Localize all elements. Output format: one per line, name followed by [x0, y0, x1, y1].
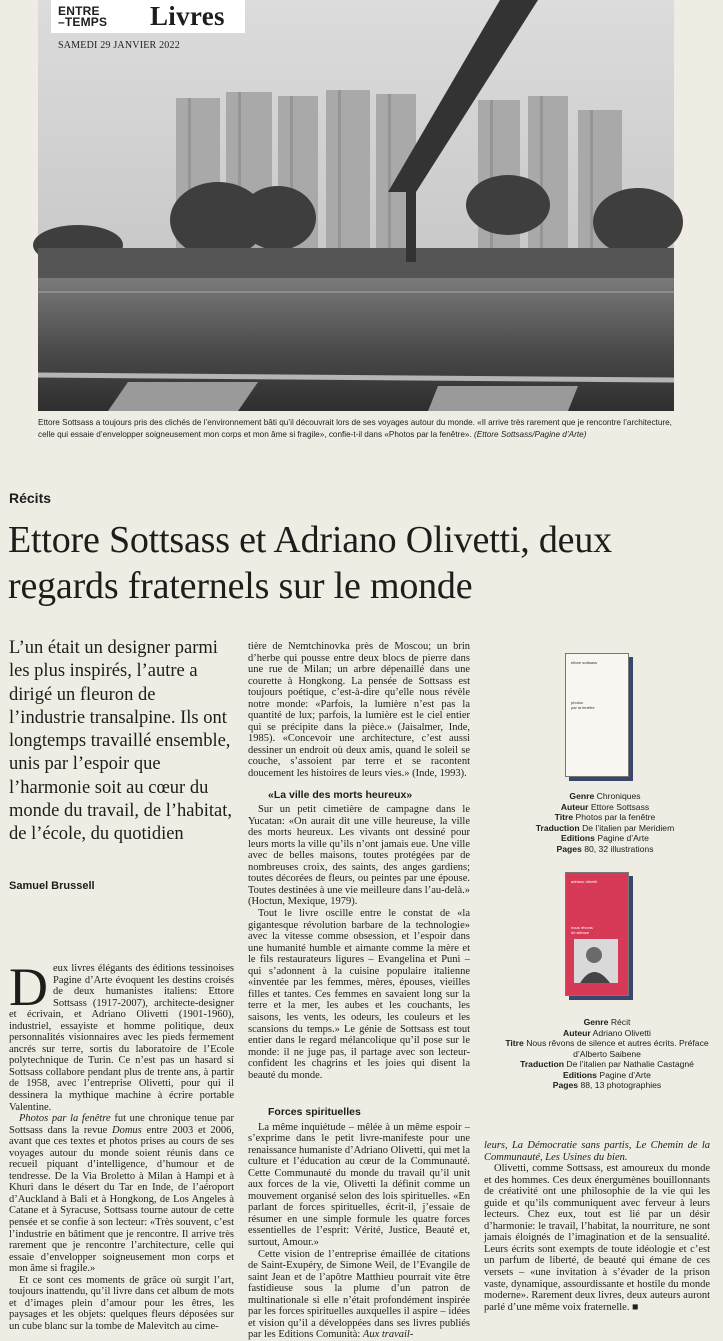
cover-title-line-2: par la fenêtre — [571, 705, 595, 710]
paragraph: Olivetti, comme Sottsass, est amoureux du monde et des hommes. Ces deux énergumènes bouillonnants de créativité ont une philosophie de la vie qui les guide et qu’ils communiquent avec ferveur à leurs lecteurs. Chez eux, tout est lié par un désir d’harmonie: le travail, l’habitat, la nourriture, ne sont jamais éloignés de l’imagination et de la sensualité. Leurs écrits sont exempts de toute idéologie et c’est un parfum de liberté, de beauté qui émane de ces versets – «une invitation à s’évader de la prison vaste, dynamique, assourdissante et hostile du monde moderne». Rarement deux livres, deux auteurs auront parlé d’une même voix fraternelle. ■ — [484, 1163, 710, 1313]
paragraph: Deux livres élégants des éditions tessinoises Pagine d’Arte évoquent les destins croisés de deux humanistes italiens: Ettore Sottsass (1917-2007), architecte-designer et écrivain, et Adriano Olivetti (1901-1960), industriel, essayiste et homme politique, deux personnalités visionnaires avec les pieds fermement ancrés sur terre, sortis du laboratoire de l’Ecole polytechnique de Turin. Ce n’est pas un hasard si Sottsass collabore pendant plus de trente ans, à partir de 1958, avec l’entreprise Olivetti, pour qui il dessinera la mythique machine à écrire portable Valentine. — [9, 957, 234, 1113]
section-line-2: –TEMPS — [58, 15, 108, 29]
photo-caption — [38, 417, 678, 441]
drop-cap: D — [9, 957, 48, 1017]
column-1 — [9, 957, 234, 1333]
spec-title: Titre Photos par la fenêtre — [554, 812, 656, 822]
book-cover-2 — [565, 872, 629, 996]
paragraph: Tout le livre oscille entre le constat de «la gigantesque révolution barbare de la technologie» avec la vitesse comme obsession, et l’espoir dans une humanité humble et aimante comme la mère et le fils restaurateurs ligures – Evangelina et Puni – qui s’adonnent à la cuisine populaire italienne «inventée par les femmes, mères, épouses, vieilles filles et tantes. Ces femmes en savaient long sur la terre et la mer, les aubes et les couchants, les saisons, les vents, les odeurs, les couleurs et les scansions du temps.» Le génie de Sottsass est tout entier dans le regard mélancolique qu’il pose sur le monde: il ne juge pas, il partage avec son lecteur-confident les chagrins et les joies qui disent la beauté du monde. — [248, 908, 470, 1081]
column-2 — [248, 641, 470, 1081]
paragraph: Photos par la fenêtre fut une chronique tenue par Sottsass dans la revue Domus entre 2003 et 2006, avant que ces textes et photos prises au cours de ses voyages autour du monde soient réunis dans ce recueil piquant d’intelligence, d’humour et de tendresse. De la Via Broletto à Milan à Hampi et à Khuri dans le désert du Tar en Inde, de l’aéroport d’Auckland à Bali et à Hongkong, de Los Angeles à Catane et à Syracuse, Sottsass tourne autour de cette pensée et se confie à son lecteur: «Très souvent, c’est l’industrie en bâtiment que je rencontre. Il arrive très rarement que je rencontre l’architecture, celle qui essaie d’envelopper soigneusement mon corps et mon âme si fragile.» — [9, 1113, 234, 1275]
book-cover-1 — [565, 653, 629, 777]
spec-genre: Genre Récit — [583, 1017, 631, 1027]
headline: Ettore Sottsass et Adriano Olivetti, deux regards fraternels sur le monde — [8, 519, 612, 607]
standfirst: L’un était un designer parmi les plus inspirés, l’autre a dirigé un fleuron de l’industrie transalpine. Ils ont longtemps travaillé ensemble, unis par l’espoir que l’harmonie soit au cœur du monde du travail, de l’habitat, de l’école, du quotidien — [9, 638, 232, 845]
section-label — [58, 6, 107, 28]
spec-publisher: Editions Pagine d’Arte — [561, 833, 649, 843]
paragraph: Sur un petit cimetière de campagne dans le Yucatan: «On aurait dit une ville heureuse, la ville des morts heureux. Les vivants ont dessiné pour leurs morts la ville qu’ils n’ont jamais eue. Une ville avec de belles maisons, toutes protégées par de nombreuses croix, des saints, des anges gardiens; toutes décorées de fleurs, ou peintes par une épouse. Toutes destinées à une vie meilleure dans l’au-delà.» (Hoctun, Mexique, 1979). — [248, 804, 470, 908]
cover-author: adriano olivetti — [571, 879, 597, 884]
paragraph: leurs, La Démocratie sans partis, Le Chemin de la Communauté, Les Usines du bien. — [484, 1140, 710, 1163]
intertitle: «La ville des morts heureux» — [268, 788, 413, 801]
book-specs-2 — [497, 1017, 717, 1091]
paragraph: Cette vision de l’entreprise émaillée de citations de Saint-Exupéry, de Simone Weil, de l’Evangile de saint Jean et de l’apôtre Matthieu pourrait vite être fastidieuse sous la plume d’un patron de multinationale si elle n’était profondément inspirée par les forces spirituelles auxquelles il aspire – idées et vision qu’il a développées dans ses livres publiés par les Editions Comunità: Aux travail- — [248, 1248, 470, 1341]
section-title: Livres — [150, 1, 225, 31]
paragraph: Et ce sont ces moments de grâce où surgit l’art, toujours inattendu, qu’il livre dans cet album de mots et d’images plein d’amour pour les êtres, les paysages et les objets: quelques fleurs déposées sur un cube blanc sur la tombe de Malevitch au cime- — [9, 1274, 234, 1332]
spec-pages: Pages 80, 32 illustrations — [556, 843, 654, 854]
column-3 — [484, 1140, 710, 1313]
article-photo — [38, 0, 674, 411]
cover-title-line-2: de silence — [571, 930, 590, 935]
issue-date: SAMEDI 29 JANVIER 2022 — [58, 40, 180, 51]
spec-pages: Pages 88, 13 photographies — [552, 1080, 662, 1090]
paragraph: tière de Nemtchinovka près de Moscou; un brin d’herbe qui pousse entre deux blocs de pierre dans une rue de Milan; un arbre dépenaillé dans une courette à Hongkong. La pensée de Sottsass est toujours poétique, c’est-à-dire qu’elle nous révèle notre monde: «Parfois, la lumière n’est pas la quantité de lux; parfois, la lumière est le ciel entier qui se précipite dans la pièce.» (Jaisalmer, Inde, 1985). «Concevoir une architecture, c’est aussi dessiner un endroit où deux amis, quand le soleil se couche, s’assoient par terre et se racontent doucement les histoires de leurs vies.» (Inde, 1993). — [248, 641, 470, 780]
cover-author: ettore sottsass — [571, 660, 598, 665]
column-2-bottom — [248, 1107, 470, 1341]
spec-genre: Genre Chroniques — [569, 791, 641, 801]
cover-title-line-1: nous rêvons — [571, 925, 593, 930]
caption-text: Ettore Sottsass a toujours pris des clichés de l’environnement bâti qu’il découvrait lors de ses voyages autour du monde. «Il arrive très rarement que je rencontre l’architecture, celle qui essaie d’envelopper soigneusement mon corps et mon âme si fragile», confie-t-il dans «Photos par la fenêtre». — [38, 418, 672, 439]
paragraph: La même inquiétude – mêlée à un même espoir – s’exprime dans le petit livre-manifeste pour une renaissance humaniste d’Adriano Olivetti, qui met la culture et l’éducation au cœur de la Communauté. Cette Communauté du monde du travail qu’il unit aux forces de la vie, Olivetti la définit comme un mouvement organisé selon des lois spirituelles. «En parlant de forces spirituelles, écrit-il, j’essaie de résumer en une simple formule les quatre forces essentielles de l’esprit: Vérité, Justice, Beauté et, surtout, Amour.» — [248, 1121, 470, 1249]
cover-portrait — [574, 939, 618, 983]
caption-credit: (Ettore Sottsass/Pagine d’Arte) — [474, 430, 587, 439]
section-line-1: ENTRE — [58, 4, 100, 18]
end-mark: ■ — [632, 1301, 639, 1313]
spec-author: Auteur Ettore Sottsass — [560, 801, 650, 812]
spec-publisher: Editions Pagine d’Arte — [563, 1069, 651, 1080]
byline: Samuel Brussell — [9, 880, 95, 892]
cover-title-line-1: photos — [571, 700, 584, 705]
spec-author: Auteur Adriano Olivetti — [563, 1027, 651, 1038]
spec-translation: Traduction De l’italien par Meridiem — [535, 822, 675, 833]
rubric: Récits — [9, 490, 52, 506]
spec-translation: Traduction De l’italien par Nathalie Castagné — [520, 1059, 694, 1069]
spec-title: Titre Nous rêvons de silence et autres écrits. Préface d’Alberto Saibene — [505, 1038, 709, 1059]
intertitle: Forces spirituelles — [268, 1106, 361, 1118]
book-specs-1 — [500, 791, 710, 854]
